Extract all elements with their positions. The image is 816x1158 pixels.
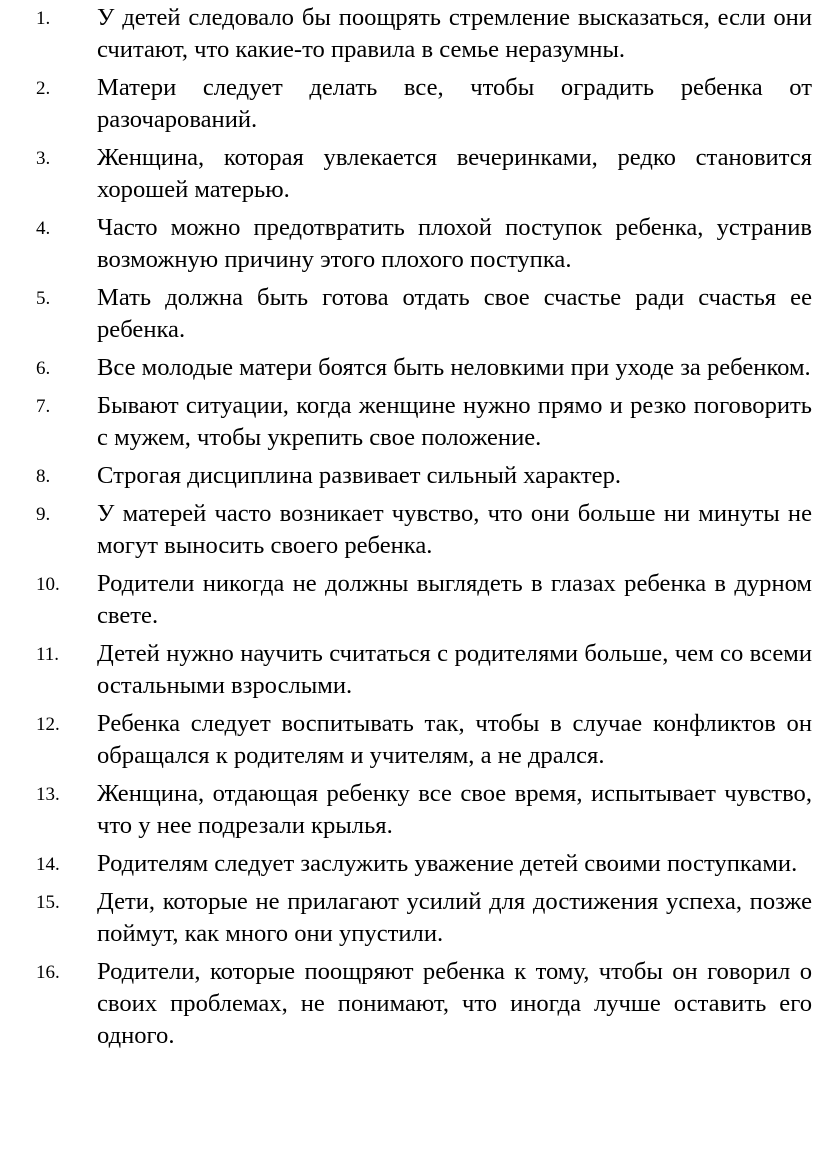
item-number: 5. [36,288,51,309]
list-item [0,390,816,454]
item-text: Родителям следует заслужить уважение детей своими поступками. [97,850,798,877]
item-text: У матерей часто возникает чувство, что они больше ни минуты не могут выносить своего ребенка. [97,500,812,559]
item-text: Все молодые матери боятся быть неловкими при уходе за ребенком. [97,354,811,381]
item-text: Бывают ситуации, когда женщине нужно прямо и резко поговорить с мужем, чтобы укрепить свое положение. [97,392,812,451]
item-text: Родители никогда не должны выглядеть в глазах ребенка в дурном свете. [97,570,812,629]
list-item [0,460,816,492]
list-item [0,212,816,276]
list-item [0,498,816,562]
item-number: 9. [36,504,51,525]
item-number: 6. [36,358,51,379]
item-number: 10. [36,574,60,595]
list-item [0,848,816,880]
item-number: 14. [36,854,60,875]
item-number: 7. [36,396,51,417]
list-item [0,72,816,136]
item-text: Мать должна быть готова отдать свое счастье ради счастья ее ребенка. [97,284,812,343]
list-item [0,352,816,384]
list-item [0,956,816,1052]
list-item [0,568,816,632]
item-text: Детей нужно научить считаться с родителями больше, чем со всеми остальными взрослыми. [97,640,812,699]
item-number: 11. [36,644,60,665]
list-item [0,708,816,772]
item-number: 15. [36,892,60,913]
item-text: У детей следовало бы поощрять стремление высказаться, если они считают, что какие-то правила в семье неразумны. [97,4,812,63]
item-text: Матери следует делать все, чтобы оградить ребенка от разочарований. [97,74,812,133]
item-number: 2. [36,78,51,99]
item-text: Женщина, которая увлекается вечеринками, редко становится хорошей матерью. [97,144,812,203]
item-number: 12. [36,714,60,735]
list-item [0,282,816,346]
item-text: Женщина, отдающая ребенку все свое время, испытывает чувство, что у нее подрезали крылья. [97,780,812,839]
item-number: 3. [36,148,51,169]
list-item [0,2,816,66]
item-text: Дети, которые не прилагают усилий для достижения успеха, позже поймут, как много они упустили. [97,888,812,947]
item-number: 13. [36,784,60,805]
list-item [0,778,816,842]
item-number: 1. [36,8,51,29]
item-text: Строгая дисциплина развивает сильный характер. [97,462,622,489]
numbered-list [0,2,816,1052]
item-number: 16. [36,962,60,983]
item-text: Часто можно предотвратить плохой поступок ребенка, устранив возможную причину этого плохого поступка. [97,214,812,273]
list-item [0,142,816,206]
item-number: 8. [36,466,51,487]
list-item [0,638,816,702]
list-item [0,886,816,950]
item-number: 4. [36,218,51,239]
item-text: Родители, которые поощряют ребенка к тому, чтобы он говорил о своих проблемах, не понимают, что иногда лучше оставить его одного. [97,958,812,1049]
item-text: Ребенка следует воспитывать так, чтобы в случае конфликтов он обращался к родителям и учителям, а не дрался. [97,710,812,769]
